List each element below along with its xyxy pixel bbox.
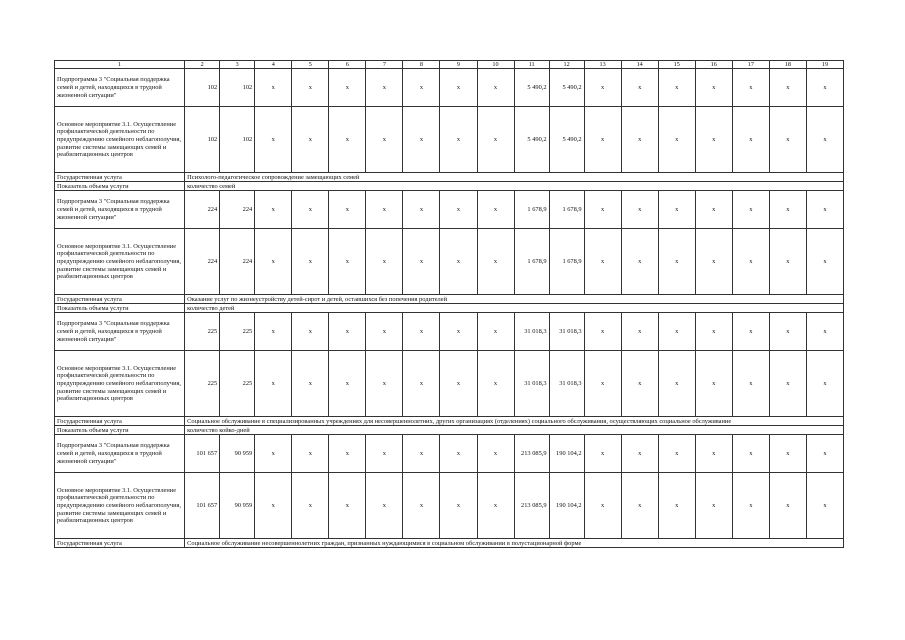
column-number: 6: [329, 61, 366, 69]
service-row: [55, 417, 844, 426]
volume-indicator-row: [55, 426, 844, 435]
x-mark-cell: x: [621, 435, 658, 473]
indicator-label: Показатель объема услуги: [55, 426, 185, 435]
x-mark-cell: x: [584, 229, 621, 295]
service-row: [55, 173, 844, 182]
value-cell-col-2: 224: [185, 191, 220, 229]
x-mark-cell: x: [440, 351, 477, 417]
x-mark-cell: x: [255, 313, 292, 351]
x-mark-cell: x: [292, 191, 329, 229]
service-name: Социальное обслуживание в специализированных учреждениях для несовершеннолетних, других организациях (отделениях) социального обслуживания, осуществляющих социальное обслуживание: [185, 417, 844, 426]
x-mark-cell: x: [695, 351, 732, 417]
column-number: 3: [220, 61, 255, 69]
x-mark-cell: x: [806, 351, 843, 417]
x-mark-cell: x: [584, 313, 621, 351]
x-mark-cell: x: [440, 313, 477, 351]
x-mark-cell: x: [403, 229, 440, 295]
x-mark-cell: x: [769, 435, 806, 473]
value-cell-col-3: 225: [220, 313, 255, 351]
subprogram-name: Подпрограмма 3 "Социальная поддержка семей и детей, находящихся в трудной жизненной ситуации": [55, 69, 185, 107]
indicator-label: Показатель объема услуги: [55, 304, 185, 313]
indicator-unit: количество семей: [185, 182, 844, 191]
x-mark-cell: x: [806, 229, 843, 295]
value-cell-col-11: 31 018,3: [514, 313, 549, 351]
x-mark-cell: x: [329, 107, 366, 173]
column-number: 1: [55, 61, 185, 69]
x-mark-cell: x: [584, 191, 621, 229]
header-row: [55, 61, 844, 69]
x-mark-cell: x: [658, 107, 695, 173]
value-cell-col-12: 31 018,3: [549, 351, 584, 417]
column-number: 12: [549, 61, 584, 69]
value-cell-col-12: 190 104,2: [549, 473, 584, 539]
value-cell-col-11: 5 490,2: [514, 69, 549, 107]
x-mark-cell: x: [806, 191, 843, 229]
x-mark-cell: x: [658, 229, 695, 295]
x-mark-cell: x: [403, 473, 440, 539]
subprogram-name: Подпрограмма 3 "Социальная поддержка семей и детей, находящихся в трудной жизненной ситуации": [55, 313, 185, 351]
x-mark-cell: x: [366, 473, 403, 539]
value-cell-col-12: 31 018,3: [549, 313, 584, 351]
column-number: 9: [440, 61, 477, 69]
x-mark-cell: x: [695, 473, 732, 539]
value-cell-col-12: 5 490,2: [549, 107, 584, 173]
x-mark-cell: x: [806, 69, 843, 107]
service-name: Психолого-педагогическое сопровождение замещающих семей: [185, 173, 844, 182]
volume-indicator-row: [55, 304, 844, 313]
x-mark-cell: x: [292, 435, 329, 473]
x-mark-cell: x: [440, 107, 477, 173]
value-cell-col-12: 190 104,2: [549, 435, 584, 473]
x-mark-cell: x: [695, 191, 732, 229]
x-mark-cell: x: [366, 191, 403, 229]
x-mark-cell: x: [806, 435, 843, 473]
x-mark-cell: x: [366, 351, 403, 417]
x-mark-cell: x: [366, 229, 403, 295]
x-mark-cell: x: [440, 473, 477, 539]
x-mark-cell: x: [658, 69, 695, 107]
x-mark-cell: x: [695, 313, 732, 351]
x-mark-cell: x: [366, 107, 403, 173]
value-cell-col-3: 224: [220, 229, 255, 295]
x-mark-cell: x: [255, 435, 292, 473]
x-mark-cell: x: [621, 229, 658, 295]
x-mark-cell: x: [732, 351, 769, 417]
x-mark-cell: x: [621, 473, 658, 539]
x-mark-cell: x: [732, 107, 769, 173]
measure-row: [55, 229, 844, 295]
x-mark-cell: x: [477, 435, 514, 473]
value-cell-col-12: 5 490,2: [549, 69, 584, 107]
column-number: 10: [477, 61, 514, 69]
subprogram-row: [55, 191, 844, 229]
x-mark-cell: x: [658, 191, 695, 229]
service-row: [55, 539, 844, 548]
measure-row: [55, 473, 844, 539]
x-mark-cell: x: [806, 313, 843, 351]
x-mark-cell: x: [477, 473, 514, 539]
x-mark-cell: x: [732, 313, 769, 351]
x-mark-cell: x: [440, 69, 477, 107]
service-name: Социальное обслуживание несовершеннолетних граждан, признанных нуждающимися в социальном обслуживании в полустационарной форме: [185, 539, 844, 548]
service-name: Оказание услуг по жизнеустройству детей-сирот и детей, оставшихся без попечения родителей: [185, 295, 844, 304]
value-cell-col-12: 1 678,9: [549, 191, 584, 229]
value-cell-col-3: 102: [220, 69, 255, 107]
measure-name: Основное мероприятие 3.1. Осуществление профилактической деятельности по предупреждению семейного неблагополучия, развитие системы замещающих семей и реабилитационных центров: [55, 229, 185, 295]
x-mark-cell: x: [366, 435, 403, 473]
value-cell-col-11: 31 018,3: [514, 351, 549, 417]
x-mark-cell: x: [403, 69, 440, 107]
subprogram-row: [55, 313, 844, 351]
x-mark-cell: x: [658, 473, 695, 539]
subprogram-row: [55, 435, 844, 473]
x-mark-cell: x: [621, 107, 658, 173]
value-cell-col-3: 224: [220, 191, 255, 229]
value-cell-col-2: 101 657: [185, 435, 220, 473]
column-number: 2: [185, 61, 220, 69]
x-mark-cell: x: [477, 191, 514, 229]
column-number: 14: [621, 61, 658, 69]
service-label: Государственная услуга: [55, 417, 185, 426]
x-mark-cell: x: [329, 191, 366, 229]
measure-row: [55, 351, 844, 417]
x-mark-cell: x: [477, 351, 514, 417]
x-mark-cell: x: [329, 435, 366, 473]
x-mark-cell: x: [255, 229, 292, 295]
x-mark-cell: x: [621, 69, 658, 107]
x-mark-cell: x: [292, 229, 329, 295]
column-number: 19: [806, 61, 843, 69]
column-number: 16: [695, 61, 732, 69]
x-mark-cell: x: [329, 229, 366, 295]
service-label: Государственная услуга: [55, 539, 185, 548]
value-cell-col-12: 1 678,9: [549, 229, 584, 295]
x-mark-cell: x: [732, 229, 769, 295]
column-number: 11: [514, 61, 549, 69]
x-mark-cell: x: [329, 69, 366, 107]
measure-name: Основное мероприятие 3.1. Осуществление профилактической деятельности по предупреждению семейного неблагополучия, развитие системы замещающих семей и реабилитационных центров: [55, 351, 185, 417]
x-mark-cell: x: [403, 435, 440, 473]
x-mark-cell: x: [769, 313, 806, 351]
value-cell-col-3: 90 959: [220, 435, 255, 473]
column-number: 7: [366, 61, 403, 69]
value-cell-col-11: 5 490,2: [514, 107, 549, 173]
x-mark-cell: x: [732, 69, 769, 107]
x-mark-cell: x: [658, 313, 695, 351]
indicator-unit: количество детей: [185, 304, 844, 313]
service-row: [55, 295, 844, 304]
x-mark-cell: x: [292, 313, 329, 351]
x-mark-cell: x: [366, 69, 403, 107]
value-cell-col-3: 90 959: [220, 473, 255, 539]
x-mark-cell: x: [658, 351, 695, 417]
x-mark-cell: x: [477, 313, 514, 351]
x-mark-cell: x: [695, 435, 732, 473]
x-mark-cell: x: [477, 107, 514, 173]
value-cell-col-11: 1 678,9: [514, 229, 549, 295]
x-mark-cell: x: [255, 69, 292, 107]
x-mark-cell: x: [477, 69, 514, 107]
x-mark-cell: x: [440, 435, 477, 473]
value-cell-col-11: 213 085,9: [514, 473, 549, 539]
indicator-label: Показатель объема услуги: [55, 182, 185, 191]
x-mark-cell: x: [621, 191, 658, 229]
service-label: Государственная услуга: [55, 295, 185, 304]
value-cell-col-3: 225: [220, 351, 255, 417]
x-mark-cell: x: [329, 473, 366, 539]
x-mark-cell: x: [292, 473, 329, 539]
x-mark-cell: x: [621, 351, 658, 417]
x-mark-cell: x: [403, 351, 440, 417]
x-mark-cell: x: [769, 107, 806, 173]
x-mark-cell: x: [440, 229, 477, 295]
x-mark-cell: x: [769, 69, 806, 107]
x-mark-cell: x: [292, 69, 329, 107]
x-mark-cell: x: [621, 313, 658, 351]
x-mark-cell: x: [366, 313, 403, 351]
measure-name: Основное мероприятие 3.1. Осуществление профилактической деятельности по предупреждению семейного неблагополучия, развитие системы замещающих семей и реабилитационных центров: [55, 473, 185, 539]
value-cell-col-11: 1 678,9: [514, 191, 549, 229]
value-cell-col-3: 102: [220, 107, 255, 173]
value-cell-col-2: 225: [185, 351, 220, 417]
x-mark-cell: x: [695, 229, 732, 295]
x-mark-cell: x: [292, 351, 329, 417]
column-number: 13: [584, 61, 621, 69]
report-table: [54, 60, 844, 548]
column-number: 8: [403, 61, 440, 69]
volume-indicator-row: [55, 182, 844, 191]
value-cell-col-2: 224: [185, 229, 220, 295]
x-mark-cell: x: [584, 69, 621, 107]
value-cell-col-2: 225: [185, 313, 220, 351]
x-mark-cell: x: [403, 107, 440, 173]
column-number: 18: [769, 61, 806, 69]
x-mark-cell: x: [769, 229, 806, 295]
x-mark-cell: x: [440, 191, 477, 229]
x-mark-cell: x: [695, 107, 732, 173]
x-mark-cell: x: [806, 107, 843, 173]
x-mark-cell: x: [292, 107, 329, 173]
x-mark-cell: x: [477, 229, 514, 295]
x-mark-cell: x: [769, 351, 806, 417]
value-cell-col-2: 102: [185, 69, 220, 107]
x-mark-cell: x: [329, 351, 366, 417]
x-mark-cell: x: [255, 351, 292, 417]
x-mark-cell: x: [329, 313, 366, 351]
x-mark-cell: x: [584, 435, 621, 473]
column-number: 5: [292, 61, 329, 69]
x-mark-cell: x: [584, 107, 621, 173]
column-number: 4: [255, 61, 292, 69]
x-mark-cell: x: [769, 473, 806, 539]
x-mark-cell: x: [769, 191, 806, 229]
x-mark-cell: x: [584, 473, 621, 539]
x-mark-cell: x: [658, 435, 695, 473]
x-mark-cell: x: [732, 435, 769, 473]
measure-row: [55, 107, 844, 173]
value-cell-col-2: 101 657: [185, 473, 220, 539]
x-mark-cell: x: [403, 313, 440, 351]
subprogram-row: [55, 69, 844, 107]
x-mark-cell: x: [255, 191, 292, 229]
value-cell-col-2: 102: [185, 107, 220, 173]
measure-name: Основное мероприятие 3.1. Осуществление профилактической деятельности по предупреждению семейного неблагополучия, развитие системы замещающих семей и реабилитационных центров: [55, 107, 185, 173]
x-mark-cell: x: [732, 191, 769, 229]
column-number: 15: [658, 61, 695, 69]
x-mark-cell: x: [806, 473, 843, 539]
service-label: Государственная услуга: [55, 173, 185, 182]
x-mark-cell: x: [732, 473, 769, 539]
x-mark-cell: x: [255, 107, 292, 173]
x-mark-cell: x: [403, 191, 440, 229]
subprogram-name: Подпрограмма 3 "Социальная поддержка семей и детей, находящихся в трудной жизненной ситуации": [55, 435, 185, 473]
x-mark-cell: x: [255, 473, 292, 539]
value-cell-col-11: 213 085,9: [514, 435, 549, 473]
x-mark-cell: x: [584, 351, 621, 417]
column-number: 17: [732, 61, 769, 69]
subprogram-name: Подпрограмма 3 "Социальная поддержка семей и детей, находящихся в трудной жизненной ситуации": [55, 191, 185, 229]
x-mark-cell: x: [695, 69, 732, 107]
indicator-unit: количество койко-дней: [185, 426, 844, 435]
